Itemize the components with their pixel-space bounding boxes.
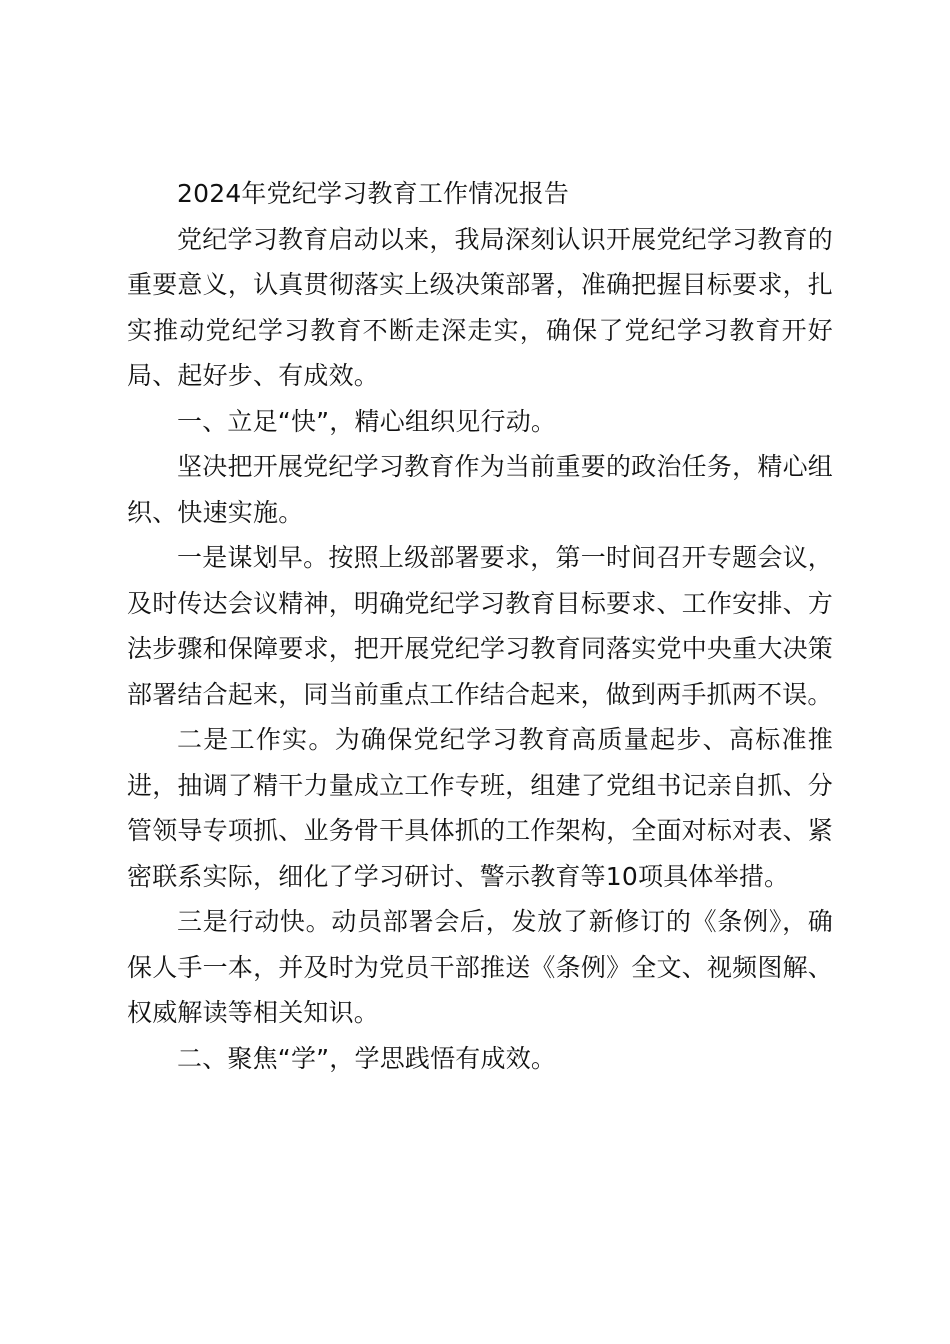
section-heading-1: 一、立足“快”，精心组织见行动。	[177, 406, 557, 436]
document-title: 2024年党纪学习教育工作情况报告	[177, 179, 570, 208]
section-1-summary: 坚决把开展党纪学习教育作为当前重要的政治任务，精心组织、快速实施。	[127, 452, 833, 527]
section-1-point-1: 一是谋划早。按照上级部署要求，第一时间召开专题会议，及时传达会议精神，明确党纪学习教育目标要求、工作安排、方法步骤和保障要求，把开展党纪学习教育同落实党中央重大决策部署结合起来，同当前重点工作结合起来，做到两手抓两不误。	[127, 543, 833, 709]
document-body	[127, 171, 833, 1081]
section-1-point-3: 三是行动快。动员部署会后，发放了新修订的《条例》，确保人手一本，并及时为党员干部推送《条例》全文、视频图解、权威解读等相关知识。	[127, 907, 833, 1027]
section-1-point-2: 二是工作实。为确保党纪学习教育高质量起步、高标准推进，抽调了精干力量成立工作专班，组建了党组书记亲自抓、分管领导专项抓、业务骨干具体抓的工作架构，全面对标对表、紧密联系实际，细化了学习研讨、警示教育等10项具体举措。	[127, 725, 833, 891]
intro-paragraph: 党纪学习教育启动以来，我局深刻认识开展党纪学习教育的重要意义，认真贯彻落实上级决策部署，准确把握目标要求，扎实推动党纪学习教育不断走深走实，确保了党纪学习教育开好局、起好步、有成效。	[127, 224, 833, 390]
section-heading-2: 二、聚焦“学”，学思践悟有成效。	[177, 1043, 557, 1073]
